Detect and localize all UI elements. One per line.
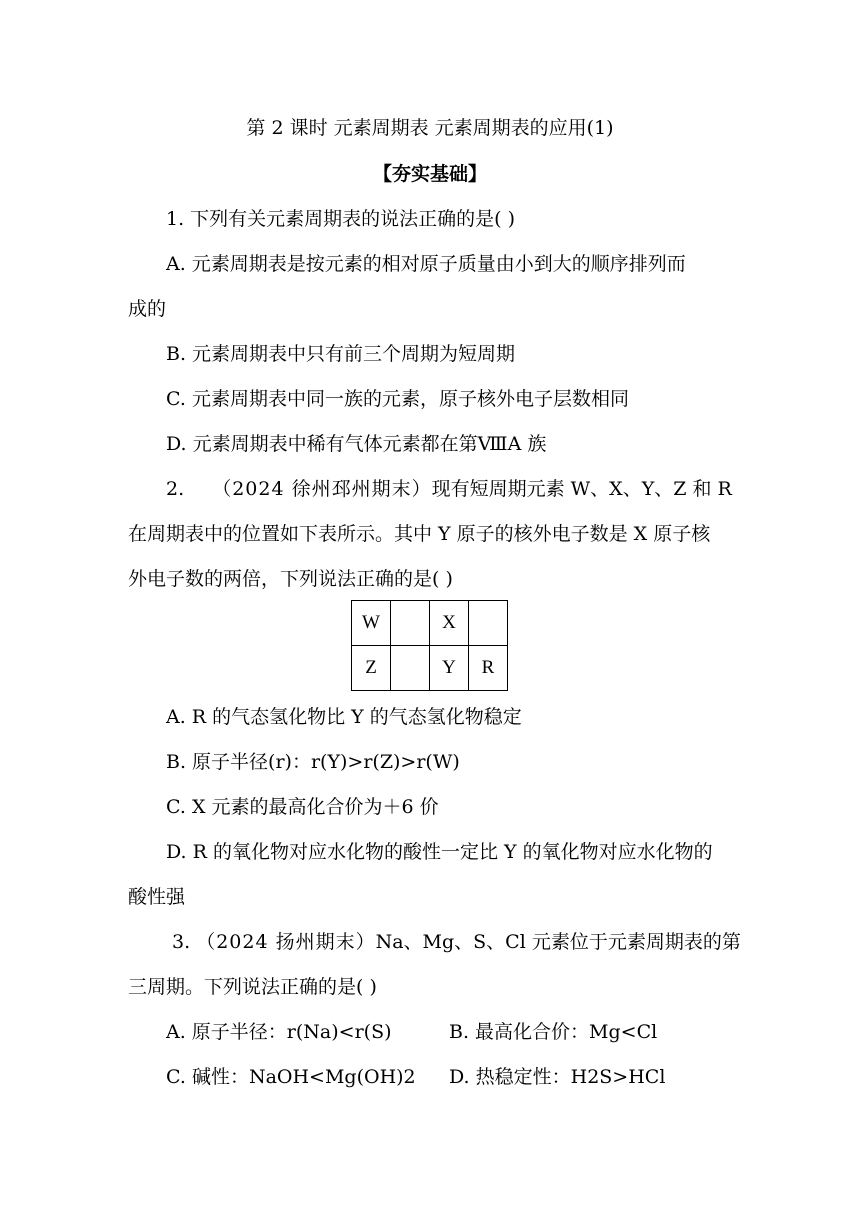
table-cell: X — [430, 601, 469, 646]
q2-option-c: C. X 元素的最高化合价为＋6 价 — [166, 796, 439, 818]
q3-option-b: B. 最高化合价：Mg<Cl — [449, 1021, 658, 1043]
q2-stem-line1 — [166, 477, 732, 501]
q1-option-c: C. 元素周期表中同一族的元素，原子核外电子层数相同 — [166, 388, 629, 410]
q3-option-c: C. 碱性：NaOH<Mg(OH)2 — [166, 1066, 416, 1088]
q3-stem-text: Na、Mg、S、Cl 元素位于元素周期表的第 — [375, 931, 741, 953]
q2-option-d-cont: 酸性强 — [128, 886, 186, 908]
q1-option-a-cont: 成的 — [128, 298, 167, 320]
q2-stem-text: 现有短周期元素 W、X、Y、Z 和 R — [431, 478, 732, 500]
q2-number: 2. — [166, 478, 185, 500]
q3-option-a: A. 原子半径：r(Na)<r(S) — [166, 1021, 392, 1043]
q2-stem-line2: 在周期表中的位置如下表所示。其中 Y 原子的核外电子数是 X 原子核 — [128, 523, 711, 545]
q3-source: （2024 扬州期末） — [196, 931, 376, 953]
page-title: 第 2 课时 元素周期表 元素周期表的应用(1) — [246, 117, 614, 139]
table-cell: W — [352, 601, 391, 646]
q2-source: （2024 徐州邳州期末） — [212, 478, 432, 500]
table-cell — [391, 601, 430, 646]
periodic-position-table — [351, 600, 508, 691]
q1-stem: 1. 下列有关元素周期表的说法正确的是( ) — [166, 208, 516, 230]
q3-option-d: D. 热稳定性：H2S>HCl — [449, 1066, 666, 1088]
table-cell — [391, 646, 430, 691]
table-cell: Z — [352, 646, 391, 691]
table-cell — [469, 601, 508, 646]
q2-option-a: A. R 的气态氢化物比 Y 的气态氢化物稳定 — [166, 706, 522, 728]
q3-number: 3. — [172, 931, 191, 953]
q1-option-d: D. 元素周期表中稀有气体元素都在第ⅧA 族 — [166, 433, 547, 455]
q2-stem-line3: 外电子数的两倍，下列说法正确的是( ) — [128, 568, 453, 590]
q3-stem-line2: 三周期。下列说法正确的是( ) — [128, 976, 377, 998]
q1-option-a: A. 元素周期表是按元素的相对原子质量由小到大的顺序排列而 — [166, 253, 686, 275]
table-cell: R — [469, 646, 508, 691]
table-row — [352, 646, 508, 691]
q1-option-b: B. 元素周期表中只有前三个周期为短周期 — [166, 343, 516, 365]
section-heading: 【夯实基础】 — [372, 163, 487, 185]
q2-option-b: B. 原子半径(r)：r(Y)>r(Z)>r(W) — [166, 751, 460, 773]
table-row — [352, 601, 508, 646]
q2-option-d: D. R 的氧化物对应水化物的酸性一定比 Y 的氧化物对应水化物的 — [166, 841, 713, 863]
table-cell: Y — [430, 646, 469, 691]
q3-stem-line1 — [172, 930, 741, 954]
